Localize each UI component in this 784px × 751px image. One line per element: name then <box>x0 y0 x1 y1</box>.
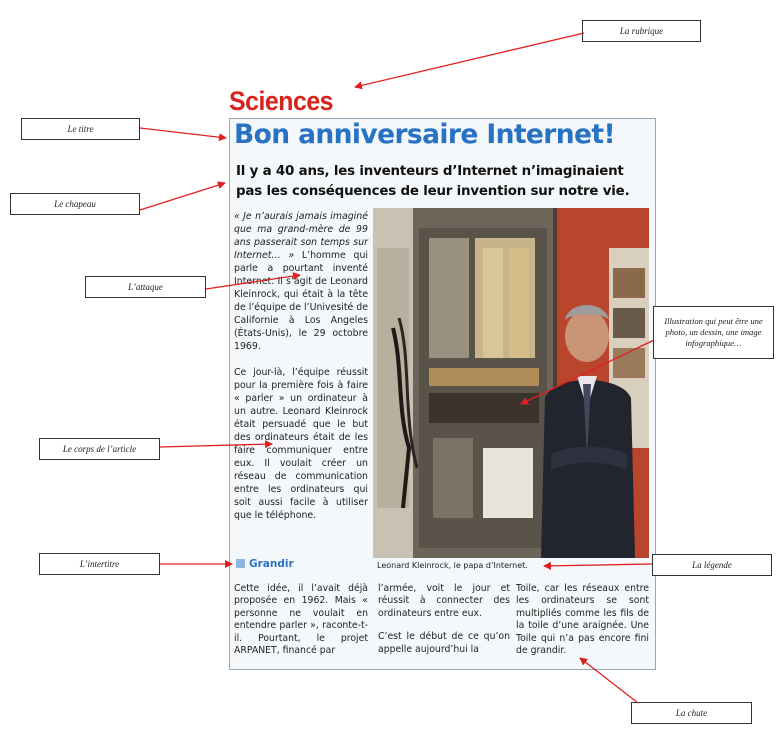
label-titre: Le titre <box>21 118 140 140</box>
arrow-corps <box>160 444 272 447</box>
article-title: Bon anniversaire Internet! <box>234 119 615 150</box>
rubrique-heading: Sciences <box>229 86 334 116</box>
arrow-titre <box>140 128 226 138</box>
label-illustration: Illustration qui peut être une photo, un dessin, une image infographique… <box>653 306 774 359</box>
arrow-rubrique <box>355 33 584 87</box>
label-corps: Le corps de l’article <box>39 438 160 460</box>
label-chute: La chute <box>631 702 752 724</box>
label-chapeau: Le chapeau <box>10 193 140 215</box>
arrow-attaque <box>206 275 300 289</box>
article-paragraph-1: L’homme qui parle a pourtant inventé Internet. Il s’agit de Leonard Kleinrock, qui était à la tête de l’équipe de l’Univesité de Californie à Los Angeles (États-Unis), le 29 octobre 1969. <box>234 250 368 353</box>
arrow-legende <box>544 564 652 566</box>
arrow-chapeau <box>140 183 225 210</box>
article-chute: Toile, car les réseaux entre les ordinateurs se sont multipliés comme les fils de la toile d’une araignée. Une Toile qui n’a pas encore fini de grandir. <box>516 583 649 657</box>
bottom-paragraph-2a: l’armée, voit le jour et réussit à connecter des ordinateurs entre eux. <box>378 583 510 619</box>
label-legende: La légende <box>652 554 772 576</box>
article-attaque: « Je n’aurais jamais imaginé que ma grand-mère de 99 ans passerait son temps sur Internet… » <box>234 211 368 262</box>
article-paragraph-2: Ce jour-là, l’équipe réussit pour la première fois à faire « parler » un ordinateur à un autre. Leonard Kleinrock était persuadé que le but des ordinateurs était de les faire communiquer entre eux. Il voulait créer un réseau de communication entre les ordinateurs qui soit aussi facile à utiliser que le téléphone. <box>234 366 368 522</box>
arrow-chute <box>580 658 638 703</box>
bottom-paragraph-1: Cette idée, il l’avait déjà proposée en 1962. Mais « personne ne voulait en entendre parler », raconte-t-il. Pourtant, le projet ARPANET, financé par <box>234 583 368 657</box>
arrow-illustration <box>521 340 654 404</box>
bottom-paragraph-2b: C’est le début de ce qu’on appelle aujourd’hui la <box>378 631 510 655</box>
intertitre-text: Grandir <box>249 558 294 570</box>
label-intertitre: L’intertitre <box>39 553 160 575</box>
photo-caption: Leonard Kleinrock, le papa d’Internet. <box>377 561 528 570</box>
article-chapeau: Il y a 40 ans, les inventeurs d’Internet n’imaginaient pas les conséquences de leur invention sur notre vie. <box>236 164 630 199</box>
label-rubrique: La rubrique <box>582 20 701 42</box>
label-attaque: L’attaque <box>85 276 206 298</box>
